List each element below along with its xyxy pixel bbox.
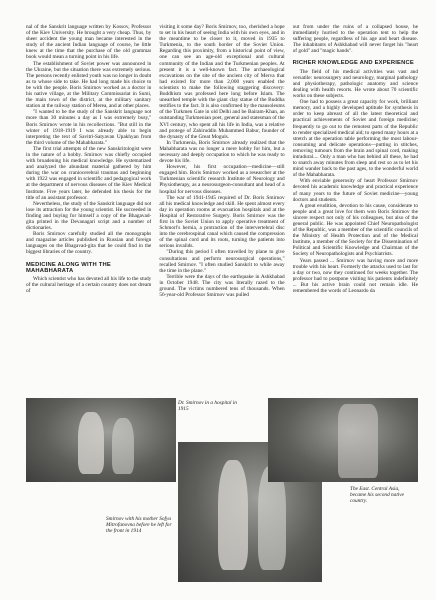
article-paragraph: The field of his medical activities was vast and versatile: neurosurgery and neurology, marginal pathology and physiotherapy, pathologic anatomy and science dealing with health resorts. He wrote about 70 scientific works on these subjects. <box>292 68 418 100</box>
article-paragraph: "I wanted to be the study of the Sanskrit language not more than 30 minutes a day as I was extremely busy," Boris Smirnov wrote in his recollections. "But still in the winter of 1918-1919 I was already able to begin interpreting the text of Savitri-Satyavan Upakhyan from the third volume of the Mahabharata." <box>26 109 152 146</box>
section-heading: RICHER KNOWLEDGE AND EXPERIENCE <box>292 60 414 67</box>
photo-central-asia <box>268 398 418 482</box>
article-paragraph: Boris Smirnov carefully studied all the monographs and magazine articles published in Russian and foreign languages on the Bhagavad-gita that he could find in the biggest libraries of the country. <box>26 231 152 256</box>
article-paragraph: The establishment of Soviet power was announced in the Ukraine, but the situation there was extremely serious. The persons recently enlisted youth was no longer in doubt as to whose side to take. He had long made his choice to be with the people. Boris Smirnov worked as a doctor in his native village, at the Military Commissariat in Sumi, the main town of the district, at the military sanitary station at the railway station of Merea, and at other places. <box>26 60 152 110</box>
photo-caption-central-asia: The East. Central Asia, became his second native country. <box>350 486 404 504</box>
column-middle <box>159 24 284 396</box>
photo-hospital-1915 <box>26 398 176 482</box>
article-paragraph: A great erudition, devotion to his cause, considerate to people and a great love for them won Boris Smirnov the sincere respect not only of his colleagues, but also of the general public. He was appointed Chief Neuropathologist of the Republic, was a member of the scientific councils of the Ministry of Health Protection and of the Medical Institute, a member of the Society for the Dissemination of Political and Scientific Knowledge and Chairman of the Society of Neuropathologists and Psychiatrists. <box>292 202 418 258</box>
article-paragraph: One had to possess a great capacity for work, brilliant memory, and a highly developed aptitude for synthesis in order to keep abreast of all the latest theoretical and practical achievements of Soviet and foreign medicine; frequently to go out to the remotest parts of the Republic to render specialized medical aid; to spend many hours at a stretch at the operation table performing the most labour-consuming and delicate operations—putting in stitches, removing tumours from the brain and spinal cord, making intradural.... Only a man who has behind all these, he had to snatch away minutes from sleep and rest so as to let his mind wander back to the past ages, to the wonderful world of the Mahabharata. <box>292 99 418 179</box>
article-paragraph: However, his first occupation—medicine—still engaged him. Boris Smirnov worked as a researcher at the Turkmenian scientific research Institute of Neurology and Physiotherapy, as a neurosurgeon-consultant and head of a hospital for nervous diseases. <box>159 164 285 195</box>
article-paragraph: The war of 1941-1945 required of Dr. Boris Smirnov all his medical knowledge and skill. He spent almost every day in operation rooms at evacuation hospitals and at the Hospital of Restorative Surgery. Boris Smirnov was the first in the Soviet Union to apply operative treatment of Schmorl's hernia, a protraction of the intervertebral disc into the cerebrospinal canal which caused the compression of the spinal cord and its roots, turning the patients into serious invalids. <box>159 194 285 250</box>
photo-caption-mother: Smirnov with his mother Sofya Mitrofanovna before he left for the front in 1914 <box>106 516 172 534</box>
article-paragraph: "During this period I often travelled by plane to give consultations and perform neurosurgical operations," recalled Smirnov. "I often studied Sanskrit to while away the time in the plane." <box>159 249 285 274</box>
section-heading: MEDICINE ALONG WITH THE MAHABHARATA <box>26 261 111 274</box>
article-paragraph: With enviable generosity of heart Professor Smirnov devoted his academic knowledge and practical experience of many years to the future of Soviet medicine—young doctors and students. <box>292 178 418 203</box>
article-paragraph: visiting it some day? Boris Smirnov, too, cherished a hope to set in his heart of seeing India with his own eyes, and in the meantime to be closer to it, moved in 1935 to Turkmenia, to the south border of the Soviet Union. Regarding this proximity, from a historical point of view, one can see an age-old exceptional and cultural community of the Indian and the Turkmenian peoples. At present it is a well-known fact. The archaeological excavations on the site of the ancient city of Merva that had existed for more than 2,000 years enabled the scientists to make the following staggering discovery: Buddhism was professed here long before Islam. The unearthed temple with the giant clay statue of the Buddha testifies to the fact. It is also confirmed by the mausoleums of the Turkmen Gate in old Delhi and be Bairam-Khan, an outstanding Turkmenian poet, general and statesman of the XVI century, who spent all his life in India, was a relative and protege of Zahiruddin Muhammed Babur, founder of the dynasty of the Great Moguls. <box>159 24 285 140</box>
column-right <box>293 24 418 396</box>
article-paragraph: out from under the ruins of a collapsed house, he immediately hurried to the operation tent to help the suffering people, regardless of his age and heart disease. The inhabitants of Ashkhabad will never forget his "heart of gold" and "magic hands". <box>292 24 418 55</box>
article-paragraph: Nevertheless, the study of the Sanskrit language did not lose its attraction for the young scientist. He succeeded in finding and buying for himself a copy of the Bhagavad-gita printed in the Devanagari script and a number of dictionaries. <box>26 200 152 232</box>
article-paragraph: nal of the Sanskrit language written by Kossov, Professor of the Kiev University. He brought a very cheap. Thus, by sheer accident the young man became interested in the study of the ancient Indian language of course, he little knew at the time that the purchase of the old grammar book would mean a turning point in his life. <box>26 24 152 61</box>
article-paragraph: In Turkmenia, Boris Smirnov already realized that the Mahabharata was no longer a mere hobby for him, but a necessary and deeply occupation to which he was ready to devote his life. <box>159 139 285 165</box>
article-paragraph: The first trial attempts of the new Sanskritologist were in the nature of a hobby. Smirnov was chiefly occupied with broadening his medical knowledge. He systematized and analyzed the abundant material gathered by him during the war on craniocerebral traumas and beginning with 1922 was engaged in scientific and pedagogical work at the department of nervous diseases of the Kiev Medical Institute. Five years later, he defended his thesis for the title of an assistant professor. <box>26 145 152 201</box>
article-columns <box>26 24 418 396</box>
article-paragraph: Years passed ... Smirnov was having more and more trouble with his heart. Formerly the attacks used to last for a day or two, now they continued for weeks together. The professor had to postpone visiting his patients indefinitely ... But his active brain could not remain idle. He remembered the words of Leonardo da <box>292 257 418 295</box>
column-left <box>26 24 151 396</box>
photo-caption-hospital: Dr. Smirnov in a hospital in 1915 <box>178 400 237 412</box>
article-paragraph: Terrible were the days of the earthquake in Ashkhabad in October 1948. The city was literally razed to the ground. The victims numbered tens of thousands. When 56-year-old Professor Smirnov was pulled <box>159 273 285 299</box>
article-paragraph: Which scientist who has devoted all his life to the study of the cultural heritage of a certain country does not dream of <box>26 275 152 295</box>
photo-strip <box>26 398 418 584</box>
